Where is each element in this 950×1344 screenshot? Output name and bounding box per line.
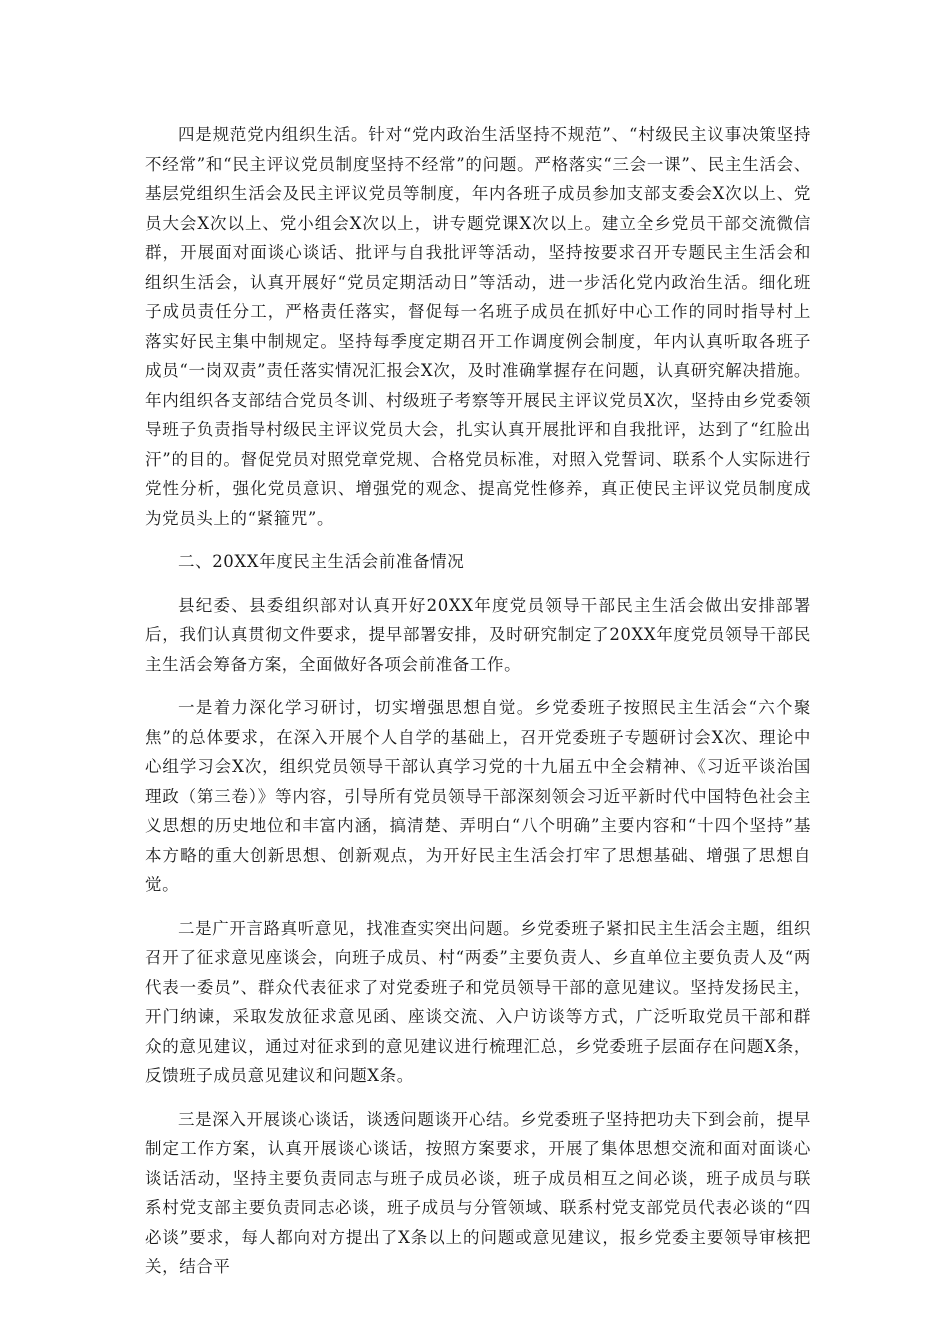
paragraph-regulate-organizational-life: 四是规范党内组织生活。针对“党内政治生活坚持不规范”、“村级民主议事决策坚持不经常”和“民主评议党员制度坚持不经常”的问题。严格落实“三会一课”、民主生活会、基层党组织生活会及民主评议党员等制度，年内各班子成员参加支部支委会X次以上、党员大会X次以上、党小组会X次以上，讲专题党课X次以上。建立全乡党员干部交流微信群，开展面对面谈心谈话、批评与自我批评等活动，坚持按要求召开专题民主生活会和组织生活会，认真开展好“党员定期活动日”等活动，进一步活化党内政治生活。细化班子成员责任分工，严格责任落实，督促每一名班子成员在抓好中心工作的同时指导村上落实好民主集中制规定。坚持每季度定期召开工作调度例会制度，年内认真听取各班子成员“一岗双责”责任落实情况汇报会X次，及时准确掌握存在问题，认真研究解决措施。年内组织各支部结合党员冬训、村级班子考察等开展民主评议党员X次，坚持由乡党委领导班子负责指导村级民主评议党员大会，扎实认真开展批评和自我批评，达到了“红脸出汗”的目的。督促党员对照党章党规、合格党员标准，对照入党誓词、联系个人实际进行党性分析，强化党员意识、增强党的观念、提高党性修养，真正使民主评议党员制度成为党员头上的“紧箍咒”。 <box>145 125 811 528</box>
paragraph-listen-opinions: 二是广开言路真听意见，找准查实突出问题。乡党委班子紧扣民主生活会主题，组织召开了征求意见座谈会，向班子成员、村“两委”主要负责人、乡直单位主要负责人及“两代表一委员”、群众代表征求了对党委班子和党员领导干部的意见建议。坚持发扬民主，开门纳谏，采取发放征求意见函、座谈交流、入户访谈等方式，广泛听取党员干部和群众的意见建议，通过对征求到的意见建议进行梳理汇总，乡党委班子层面存在问题X条，反馈班子成员意见建议和问题X条。 <box>145 918 811 1085</box>
paragraph-heart-to-heart-talks: 三是深入开展谈心谈话，谈透问题谈开心结。乡党委班子坚持把功夫下到会前，提早制定工作方案，认真开展谈心谈话，按照方案要求，开展了集体思想交流和面对面谈心谈话活动，坚持主要负责同志与班子成员必谈，班子成员相互之间必谈，班子成员与联系村党支部主要负责同志必谈，班子成员与分管领域、联系村党支部党员代表必谈的“四必谈”要求，每人都向对方提出了X条以上的问题或意见建议，报乡党委主要领导审核把关，结合平 <box>145 1109 811 1276</box>
section-heading-preparation: 二、20XX年度民主生活会前准备情况 <box>178 552 465 571</box>
paragraph-preparation-intro: 县纪委、县委组织部对认真开好20XX年度党员领导干部民主生活会做出安排部署后，我们认真贯彻文件要求，提早部署安排，及时研究制定了20XX年度党员领导干部民主生活会筹备方案，全面做好各项会前准备工作。 <box>145 595 811 674</box>
paragraph-study-research: 一是着力深化学习研讨，切实增强思想自觉。乡党委班子按照民主生活会“六个聚焦”的总体要求，在深入开展个人自学的基础上，召开党委班子专题研讨会X次、理论中心组学习会X次，组织党员领导干部认真学习党的十九届五中全会精神、《习近平谈治国理政（第三卷）》等内容，引导所有党员领导干部深刻领会习近平新时代中国特色社会主义思想的历史地位和丰富内涵，搞清楚、弄明白“八个明确”主要内容和“十四个坚持”基本方略的重大创新思想、创新观点，为开好民主生活会打牢了思想基础、增强了思想自觉。 <box>145 698 811 894</box>
document-page <box>145 120 811 1296</box>
